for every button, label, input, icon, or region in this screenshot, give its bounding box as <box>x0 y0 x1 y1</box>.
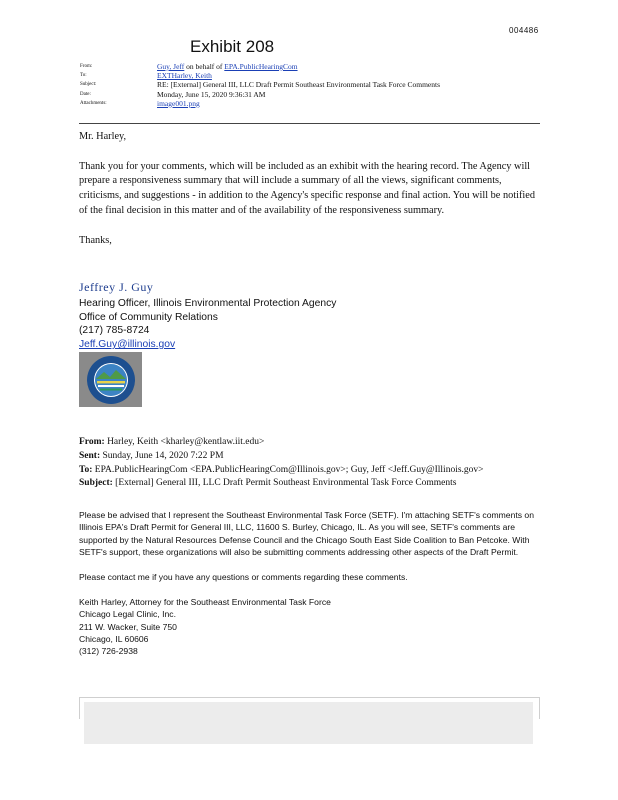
original-sig-line: Keith Harley, Attorney for the Southeast Environmental Task Force <box>79 596 331 607</box>
signature-office: Office of Community Relations <box>79 311 218 323</box>
exhibit-label: Exhibit 208 <box>190 37 275 56</box>
header-label: Subject: <box>80 82 97 88</box>
page-number: 004486 <box>509 26 539 35</box>
email-header <box>80 62 540 108</box>
header-row-attachments <box>80 99 540 108</box>
header-row-date <box>80 90 540 99</box>
header-label: To: <box>80 73 87 79</box>
footer-redaction <box>84 702 533 744</box>
signature-email-link[interactable]: Jeff.Guy@illinois.gov <box>79 339 176 351</box>
agency-seal-image <box>79 352 142 407</box>
header-label: From: <box>80 64 93 69</box>
forwarded-subject: Subject: [External] General III, LLC Draft Permit Southeast Environmental Task Force Comments <box>79 478 457 489</box>
closing: Thanks, <box>79 234 112 246</box>
reply-paragraph: Thank you for your comments, which will be included as an exhibit with the hearing record. The Agency will prepare a responsiveness summary that will include a summary of all the views, significant comments, criticisms, and suggestions - in addition to the Agency's specific response and final action. You will be notified of the final decision in this matter and of the availability of the responsiveness summary. <box>79 160 535 216</box>
date-value: Monday, June 15, 2020 9:36:31 AM <box>157 89 266 99</box>
original-paragraph-2: Please contact me if you have any questions or comments regarding these comments. <box>79 572 408 583</box>
header-label: Attachments: <box>80 100 107 106</box>
header-row-subject <box>80 80 540 89</box>
signature-name: Jeffrey J. Guy <box>79 280 154 294</box>
forwarded-sent: Sent: Sunday, June 14, 2020 7:22 PM <box>79 450 224 461</box>
on-behalf-text: on behalf of <box>184 62 225 71</box>
original-paragraph-1: Please be advised that I represent the Southeast Environmental Task Force (SETF). I'm attaching SETF's comments on Illinois EPA's Draft Permit for General III, LLC, 11600 S. Burley, Chicago, IL. As you will see, SETF's comments are supported by the Natural Resources Defense Council and the Chicago South East Side Coalition to Ban Petcoke. With SETF's support, these organizations will also be submitting comments addressing other aspects of the Draft Permit. <box>79 510 534 558</box>
seal-icon <box>86 355 136 405</box>
from-link[interactable]: Guy, Jeff <box>157 62 185 71</box>
to-link[interactable]: EXTHarley, Keith <box>157 71 212 81</box>
header-row-from <box>80 62 540 71</box>
forwarded-to: To: EPA.PublicHearingCom <EPA.PublicHearingCom@Illinois.gov>; Guy, Jeff <Jeff.Guy@Illinois.gov> <box>79 464 484 475</box>
forwarded-header <box>79 436 549 491</box>
reply-body <box>79 130 539 263</box>
forwarded-from: From: Harley, Keith <kharley@kentlaw.iit.edu> <box>79 437 265 447</box>
mailbox-link[interactable]: EPA.PublicHearingCom <box>224 62 298 71</box>
original-message-body <box>79 509 541 658</box>
signature-phone: (217) 785-8724 <box>79 325 150 337</box>
header-divider <box>79 123 540 124</box>
header-label: Date: <box>80 91 91 97</box>
header-row-to <box>80 71 540 80</box>
subject-value: RE: [External] General III, LLC Draft Permit Southeast Environmental Task Force Comments <box>157 80 441 90</box>
original-sig-line: (312) 726-2938 <box>79 646 138 657</box>
original-sig-line: 211 W. Wacker, Suite 750 <box>79 621 177 632</box>
original-signature <box>79 596 541 658</box>
original-sig-line: Chicago Legal Clinic, Inc. <box>79 609 176 620</box>
signature-block <box>79 297 336 352</box>
salutation: Mr. Harley, <box>79 131 127 142</box>
signature-title: Hearing Officer, Illinois Environmental Protection Agency <box>79 298 337 309</box>
original-sig-line: Chicago, IL 60606 <box>79 634 149 645</box>
attachment-link[interactable]: image001.png <box>157 98 200 108</box>
